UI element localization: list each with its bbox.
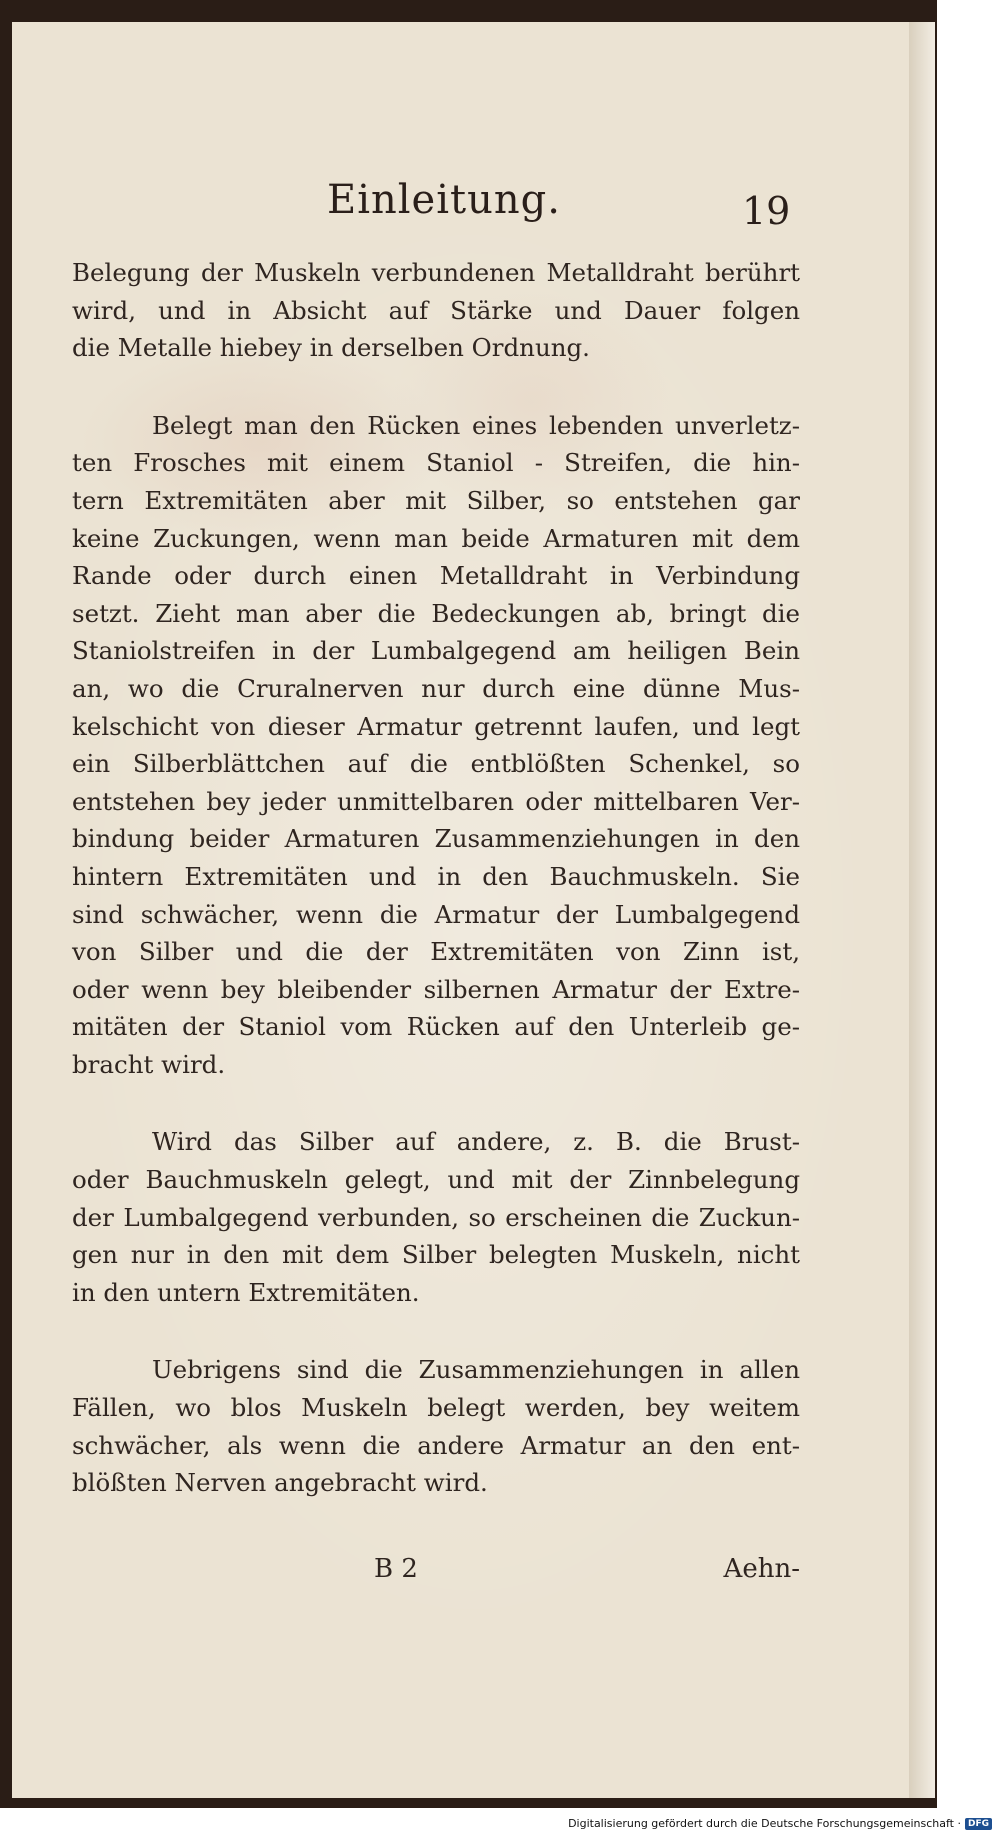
dfg-logo: DFG [965, 1818, 992, 1830]
signature-mark: B 2 [374, 1554, 418, 1584]
paragraph [72, 1351, 800, 1501]
paragraph-gap [72, 367, 800, 407]
paragraph [72, 407, 800, 1084]
text-line: Belegung der Muskeln verbundenen Metalldraht berührt [72, 258, 800, 287]
running-head-title: Einleitung. [327, 177, 561, 223]
text-line: oder wenn bey bleibender silbernen Armatur der Extre- [72, 974, 800, 1004]
text-line: bindung beider Armaturen Zusammenziehungen in den [72, 824, 800, 854]
catchword: Aehn- [723, 1554, 800, 1584]
text-line: kelschicht von dieser Armatur getrennt laufen, und legt [72, 711, 800, 741]
text-line: setzt. Zieht man aber die Bedeckungen ab, bringt die [72, 598, 800, 628]
text-line: keine Zuckungen, wenn man beide Armaturen mit dem [72, 523, 800, 553]
text-line: hintern Extremitäten und in den Bauchmuskeln. Sie [72, 861, 800, 891]
text-line: Wird das Silber auf andere, z. B. die Brust- [152, 1127, 800, 1157]
text-line: schwächer, als wenn die andere Armatur an den ent- [72, 1430, 800, 1460]
text-line: gen nur in den mit dem Silber belegten Muskeln, nicht [72, 1240, 800, 1270]
text-line: Staniolstreifen in der Lumbalgegend am heiligen Bein [72, 636, 800, 666]
text-line: Uebrigens sind die Zusammenziehungen in allen [152, 1355, 800, 1385]
text-line: blößten Nerven angebracht wird. [72, 1468, 488, 1498]
paragraph-gap [72, 1083, 800, 1123]
text-line: Fällen, wo blos Muskeln belegt werden, bey weitem [72, 1393, 800, 1423]
text-line: ten Frosches mit einem Staniol - Streifen, die hin- [72, 448, 800, 478]
text-line: mitäten der Staniol vom Rücken auf den Unterleib ge- [72, 1012, 800, 1042]
paragraph [72, 1123, 800, 1311]
text-line: von Silber und die der Extremitäten von Zinn ist, [72, 937, 800, 967]
credit-text: Digitalisierung gefördert durch die Deutsche Forschungsgemeinschaft · [568, 1817, 961, 1830]
paragraph-gap [72, 1311, 800, 1351]
page-gutter [909, 22, 935, 1798]
digitization-credit [568, 1817, 992, 1830]
book-page [12, 22, 935, 1798]
text-line: entstehen bey jeder unmittelbaren oder mittelbaren Ver- [72, 786, 800, 816]
page-footer [72, 1554, 800, 1594]
text-line: oder Bauchmuskeln gelegt, und mit der Zinnbelegung [72, 1165, 800, 1195]
text-line: wird, und in Absicht auf Stärke und Dauer folgen [72, 295, 800, 325]
running-head [12, 157, 935, 247]
text-line: sind schwächer, wenn die Armatur der Lumbalgegend [72, 899, 800, 929]
text-line: der Lumbalgegend verbunden, so erscheinen die Zuckun- [72, 1202, 800, 1232]
text-line: ein Silberblättchen auf die entblößten Schenkel, so [72, 749, 800, 779]
text-line: an, wo die Cruralnerven nur durch eine dünne Mus- [72, 673, 800, 703]
page-number: 19 [742, 189, 791, 233]
text-line: in den untern Extremitäten. [72, 1277, 420, 1307]
paragraph [72, 254, 800, 367]
body-text [72, 254, 800, 1502]
text-line: die Metalle hiebey in derselben Ordnung. [72, 333, 590, 363]
text-line: Belegt man den Rücken eines lebenden unverletz- [152, 410, 800, 440]
text-line: Rande oder durch einen Metalldraht in Verbindung [72, 561, 800, 591]
text-line: bracht wird. [72, 1049, 226, 1079]
text-line: tern Extremitäten aber mit Silber, so entstehen gar [72, 485, 800, 515]
